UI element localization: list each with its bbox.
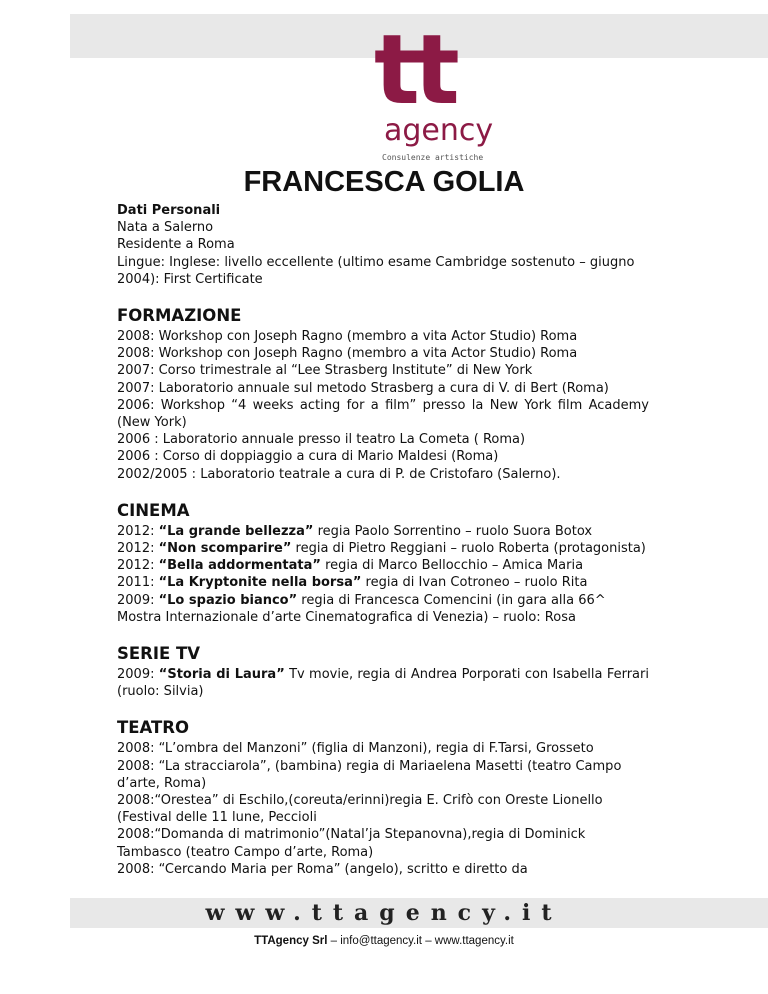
teatro-line: 2008: “La stracciarola”, (bambina) regia di Mariaelena Masetti (teatro Campo d’arte, Roma) [117, 758, 622, 791]
item-title: “Bella addormentata” [158, 558, 321, 574]
item-detail: regia di Marco Bellocchio – Amica Maria [320, 558, 584, 574]
item-detail: Tv movie, regia di Andrea Porporati con Isabella Ferrari (ruolo: Silvia) [117, 667, 649, 700]
item-detail: regia di Ivan Cotroneo – ruolo Rita [361, 575, 588, 591]
formazione-line: 2006 : Corso di doppiaggio a cura di Mario Maldesi (Roma) [117, 449, 499, 465]
item-year: 2012: [117, 558, 159, 574]
formazione-heading: FORMAZIONE [117, 306, 242, 326]
item-title: “Lo spazio bianco” [158, 592, 298, 608]
item-year: 2009: [117, 667, 159, 683]
item-year: 2012: [117, 541, 159, 557]
page-title: FRANCESCA GOLIA [243, 166, 525, 198]
teatro-line: 2008:“Domanda di matrimonio”(Natal’ja Stepanovna),regia di Dominick Tambasco (teatro Campo d’arte, Roma) [117, 827, 586, 860]
item-detail: regia di Pietro Reggiani – ruolo Roberta (protagonista) [291, 541, 646, 557]
teatro-line: 2008: “Cercando Maria per Roma” (angelo), scritto e diretto da [117, 861, 528, 877]
personal-line: Nata a Salerno [117, 220, 214, 236]
formazione-line: 2007: Laboratorio annuale sul metodo Strasberg a cura di V. di Bert (Roma) [117, 380, 609, 396]
serie-tv-heading: SERIE TV [117, 644, 201, 664]
item-title: “La Kryptonite nella borsa” [158, 575, 362, 591]
serie-tv-section [117, 666, 649, 700]
teatro-section [117, 740, 649, 878]
item-year: 2011: [117, 575, 159, 591]
cv-body [117, 202, 649, 878]
formazione-line: 2008: Workshop con Joseph Ragno (membro a vita Actor Studio) Roma [117, 346, 578, 362]
serie-tv-item [117, 666, 649, 700]
logo-word: agency [384, 113, 494, 148]
item-title: “Non scomparire” [158, 541, 292, 557]
item-year: 2012: [117, 523, 159, 539]
formazione-line: 2006 : Laboratorio annuale presso il teatro La Cometa ( Roma) [117, 432, 526, 448]
cinema-item [117, 592, 649, 626]
teatro-line: 2008:“Orestea” di Eschilo,(coreuta/erinni)regia E. Crifò con Oreste Lionello (Festival delle 11 lune, Peccioli [117, 793, 603, 826]
formazione-line: 2002/2005 : Laboratorio teatrale a cura di P. de Cristofaro (Salerno). [117, 466, 561, 482]
footer-contact: – info@ttagency.it – www.ttagency.it [327, 935, 514, 947]
logo-mark: tt [374, 14, 454, 126]
item-year: 2009: [117, 592, 159, 608]
formazione-section [117, 328, 649, 483]
footer-contact-line [0, 935, 768, 947]
cinema-item [117, 574, 649, 591]
teatro-heading: TEATRO [117, 718, 190, 738]
item-detail: regia di Francesca Comencini (in gara alla 66^ Mostra Internazionale d’arte Cinematografica di Venezia) – ruolo: Rosa [117, 592, 606, 625]
footer-company: TTAgency Srl [254, 935, 328, 947]
personal-heading: Dati Personali [117, 203, 221, 218]
teatro-line: 2008: “L’ombra del Manzoni” (figlia di Manzoni), regia di F.Tarsi, Grosseto [117, 741, 594, 757]
cinema-heading: CINEMA [117, 500, 190, 520]
item-detail: regia Paolo Sorrentino – ruolo Suora Botox [313, 523, 593, 539]
footer-website: www.ttagency.it [205, 900, 563, 926]
personal-line: Lingue: Inglese: livello eccellente (ultimo esame Cambridge sostenuto – giugno 2004): First Certificate [117, 254, 635, 287]
formazione-line: 2008: Workshop con Joseph Ragno (membro a vita Actor Studio) Roma [117, 329, 578, 345]
cinema-item [117, 523, 649, 540]
item-title: “Storia di Laura” [158, 667, 285, 683]
cinema-section [117, 523, 649, 626]
cinema-item [117, 540, 649, 557]
item-title: “La grande bellezza” [158, 523, 314, 539]
personal-section [117, 202, 649, 288]
cinema-item [117, 557, 649, 574]
formazione-line: 2006: Workshop “4 weeks acting for a film” presso la New York film Academy (New York) [117, 397, 649, 431]
agency-logo [374, 14, 514, 164]
logo-tagline: Consulenze artistiche [382, 153, 484, 162]
personal-line: Residente a Roma [117, 237, 235, 253]
formazione-line: 2007: Corso trimestrale al “Lee Strasberg Institute” di New York [117, 363, 533, 379]
